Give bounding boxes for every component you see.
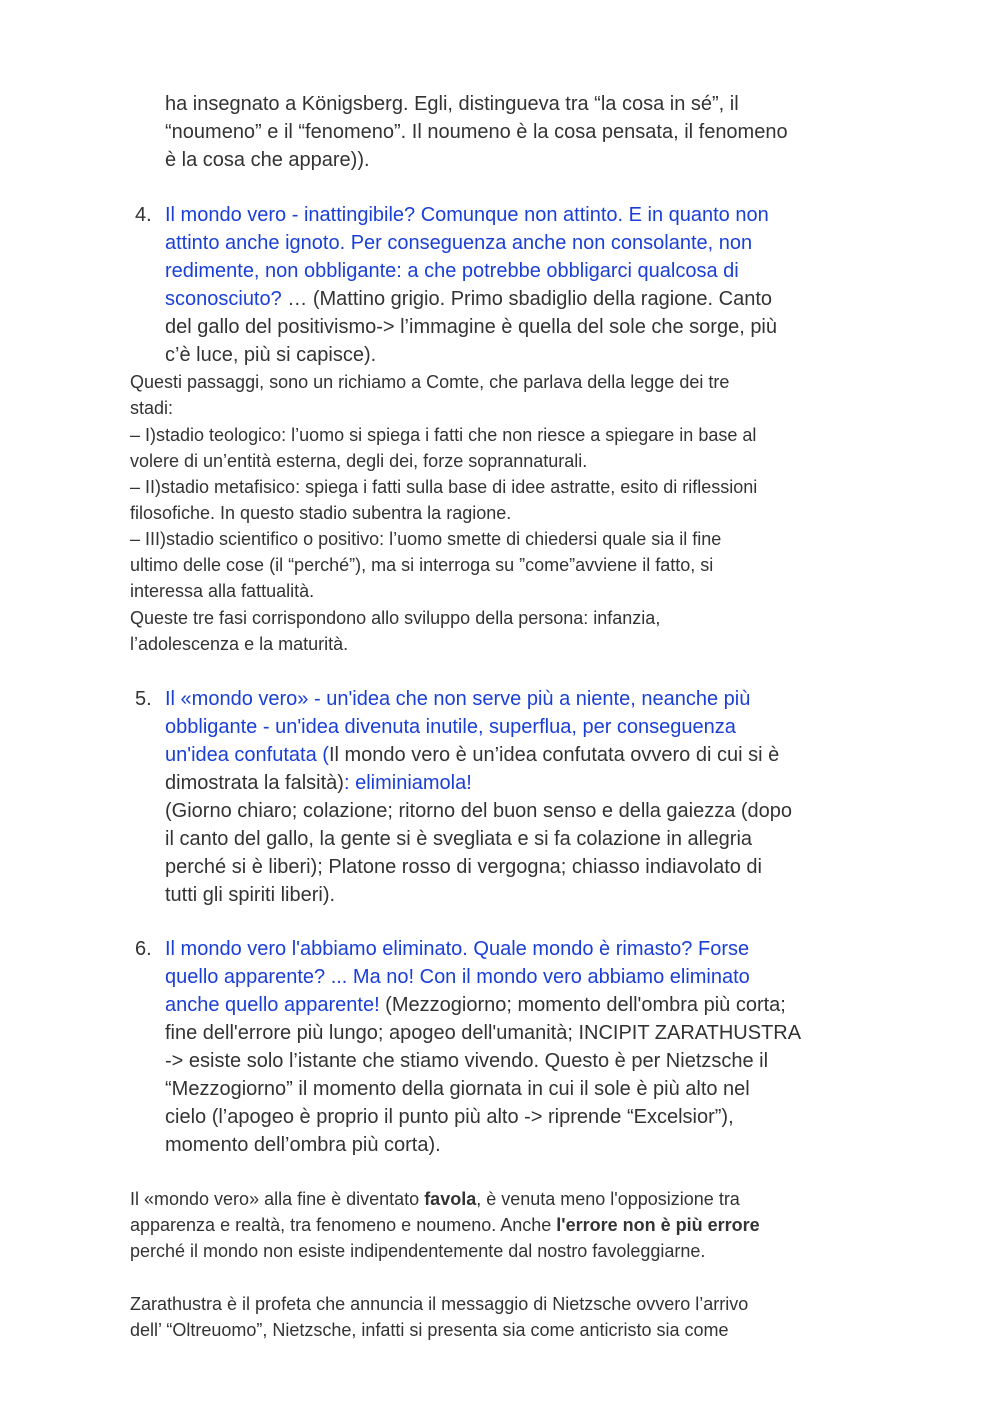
comte-line-9: interessa alla fattualità. xyxy=(130,581,315,601)
comte-line-7: – III)stadio scientifico o positivo: l’uomo smette di chiedersi quale sia il fine xyxy=(130,529,722,549)
item5-line-2: obbligante - un'idea divenuta inutile, superflua, per conseguenza xyxy=(165,716,736,738)
item5-line-6: il canto del gallo, la gente si è svegliata e si fa colazione in allegria xyxy=(165,828,753,850)
comte-line-11: l’adolescenza e la maturità. xyxy=(130,634,349,654)
zarathustra-line-1: Zarathustra è il profeta che annuncia il messaggio di Nietzsche ovvero l’arrivo xyxy=(130,1294,749,1314)
conclusion-bold-favola: favola xyxy=(424,1189,477,1209)
item6-line-4: fine dell'errore più lungo; apogeo dell'umanità; INCIPIT ZARATHUSTRA xyxy=(165,1022,802,1044)
item4-quote-end: sconosciuto? xyxy=(165,288,282,310)
item5-line-3 xyxy=(165,741,885,769)
conclusion-line-1 xyxy=(130,1186,890,1212)
item5-quote-end: un'idea confutata ( xyxy=(165,744,329,766)
list-number-5: 5. xyxy=(135,688,152,710)
item4-line-1: Il mondo vero - inattingibile? Comunque non attinto. E in quanto non xyxy=(165,204,769,226)
comte-line-3: – I)stadio teologico: l’uomo si spiega i fatti che non riesce a spiegare in base al xyxy=(130,425,757,445)
item5-line-4 xyxy=(165,769,885,797)
item6-line-1: Il mondo vero l'abbiamo eliminato. Quale mondo è rimasto? Forse xyxy=(165,938,750,960)
item4-comment-start: … (Mattino grigio. Primo sbadiglio della ragione. Canto xyxy=(281,288,772,310)
intro-line-2: “noumeno” e il “fenomeno”. Il noumeno è la cosa pensata, il fenomeno xyxy=(165,121,788,143)
list-number-4: 4. xyxy=(135,204,152,226)
comte-line-6: filosofiche. In questo stadio subentra la ragione. xyxy=(130,503,512,523)
intro-line-3: è la cosa che appare)). xyxy=(165,149,370,171)
item6-line-6: “Mezzogiorno” il momento della giornata in cui il sole è più alto nel xyxy=(165,1078,750,1100)
item5-line-1: Il «mondo vero» - un'idea che non serve più a niente, neanche più xyxy=(165,688,751,710)
conclusion-text-a: Il «mondo vero» alla fine è diventato xyxy=(130,1189,425,1209)
item5-exclamation: : eliminiamola! xyxy=(343,772,472,794)
conclusion-text-b: , è venuta meno l'opposizione tra xyxy=(476,1189,740,1209)
item5-line-5: (Giorno chiaro; colazione; ritorno del buon senso e della gaiezza (dopo xyxy=(165,800,793,822)
comte-line-2: stadi: xyxy=(130,398,174,418)
item4-line-5: del gallo del positivismo-> l’immagine è quella del sole che sorge, più xyxy=(165,316,778,338)
item4-line-2: attinto anche ignoto. Per conseguenza anche non consolante, non xyxy=(165,232,753,254)
list-number-6: 6. xyxy=(135,938,152,960)
comte-line-5: – II)stadio metafisico: spiega i fatti sulla base di idee astratte, esito di riflessioni xyxy=(130,477,758,497)
comte-line-10: Queste tre fasi corrispondono allo sviluppo della persona: infanzia, xyxy=(130,608,661,628)
zarathustra-line-2: dell’ “Oltreuomo”, Nietzsche, infatti si presenta sia come anticristo sia come xyxy=(130,1320,729,1340)
intro-line-1: ha insegnato a Königsberg. Egli, distingueva tra “la cosa in sé”, il xyxy=(165,93,739,115)
item6-comment-start: (Mezzogiorno; momento dell'ombra più corta; xyxy=(379,994,786,1016)
item5-comment: Il mondo vero è un’idea confutata ovvero di cui si è xyxy=(328,744,780,766)
item4-line-3: redimente, non obbligante: a che potrebbe obbligarci qualcosa di xyxy=(165,260,739,282)
conclusion-bold-errore: l'errore non è più errore xyxy=(556,1215,760,1235)
item5-comment-end: dimostrata la falsità) xyxy=(165,772,344,794)
item6-quote-end: anche quello apparente! xyxy=(165,994,380,1016)
conclusion-text-c: apparenza e realtà, tra fenomeno e noumeno. Anche xyxy=(130,1215,557,1235)
comte-line-8: ultimo delle cose (il “perché”), ma si interroga su ”come”avviene il fatto, si xyxy=(130,555,714,575)
item5-line-8: tutti gli spiriti liberi). xyxy=(165,884,336,906)
item6-line-5: -> esiste solo l’istante che stiamo vivendo. Questo è per Nietzsche il xyxy=(165,1050,769,1072)
item6-line-8: momento dell’ombra più corta). xyxy=(165,1134,441,1156)
item4-line-4 xyxy=(165,285,885,313)
item4-line-6: c’è luce, più si capisce). xyxy=(165,344,377,366)
item6-line-2: quello apparente? ... Ma no! Con il mondo vero abbiamo eliminato xyxy=(165,966,750,988)
comte-line-4: volere di un’entità esterna, degli dei, forze soprannaturali. xyxy=(130,451,588,471)
comte-line-1: Questi passaggi, sono un richiamo a Comte, che parlava della legge dei tre xyxy=(130,372,730,392)
item6-line-3 xyxy=(165,991,885,1019)
item6-line-7: cielo (l’apogeo è proprio il punto più alto -> riprende “Excelsior”), xyxy=(165,1106,734,1128)
item5-line-7: perché si è liberi); Platone rosso di vergogna; chiasso indiavolato di xyxy=(165,856,763,878)
conclusion-line-2 xyxy=(130,1212,890,1238)
conclusion-line-3: perché il mondo non esiste indipendentemente dal nostro favoleggiarne. xyxy=(130,1241,706,1261)
